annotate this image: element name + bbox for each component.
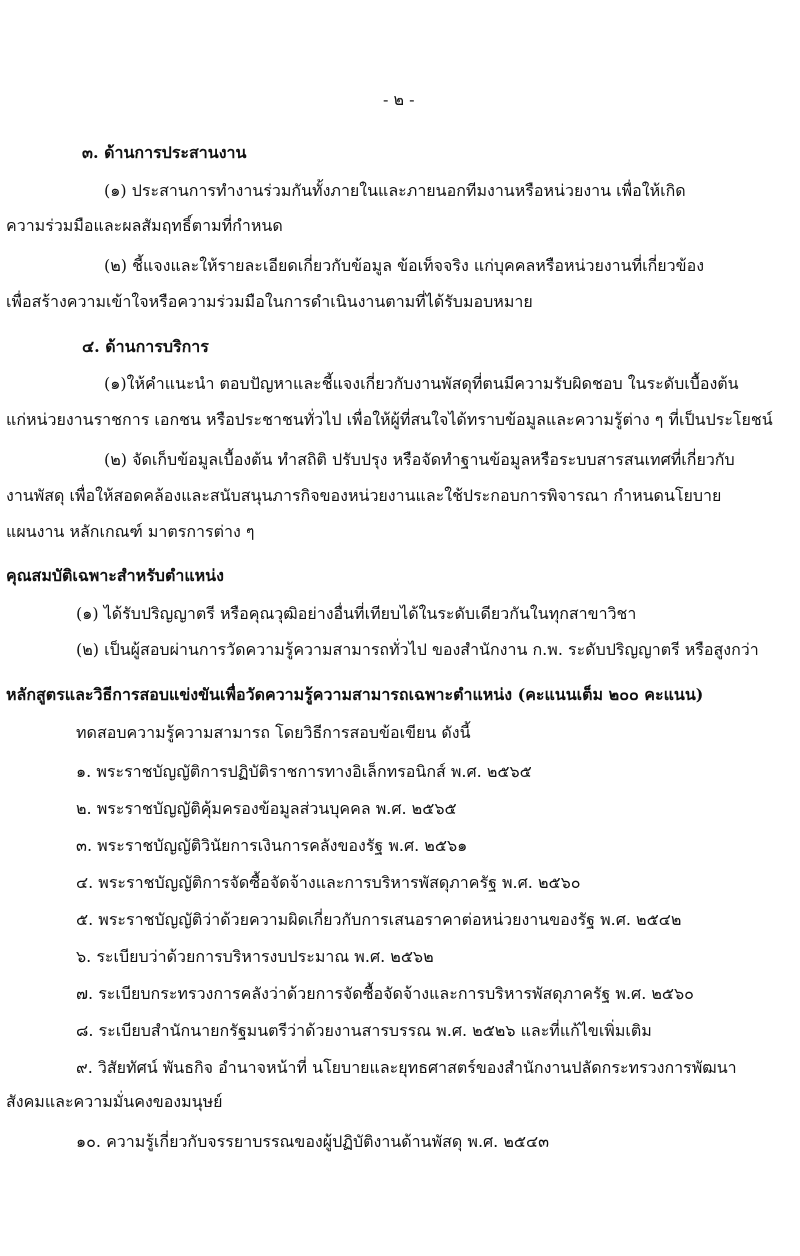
qualification-heading: คุณสมบัติเฉพาะสำหรับตำแหน่ง	[6, 566, 224, 585]
exam-item: ๖. ระเบียบว่าด้วยการบริหารงบประมาณ พ.ศ. ๒๕๖๒	[76, 947, 434, 966]
section-4-item-2-line-1: (๒) จัดเก็บข้อมูลเบื้องต้น ทำสถิติ ปรับปรุง หรือจัดทำฐานข้อมูลหรือระบบสารสนเทศที่เกี่ยวกับ	[104, 450, 735, 469]
exam-item: ๙. วิสัยทัศน์ พันธกิจ อำนาจหน้าที่ นโยบายและยุทธศาสตร์ของสำนักงานปลัดกระทรวงการพัฒนา	[76, 1058, 737, 1077]
exam-item: ๕. พระราชบัญญัติว่าด้วยความผิดเกี่ยวกับการเสนอราคาต่อหน่วยงานของรัฐ พ.ศ. ๒๕๔๒	[76, 910, 682, 929]
exam-item: ๘. ระเบียบสำนักนายกรัฐมนตรีว่าด้วยงานสารบรรณ พ.ศ. ๒๕๒๖ และที่แก้ไขเพิ่มเติม	[76, 1021, 652, 1040]
section-4-item-1-line-1: (๑)ให้คำแนะนำ ตอบปัญหาและชี้แจงเกี่ยวกับงานพัสดุที่ตนมีความรับผิดชอบ ในระดับเบื้องต้น	[104, 374, 739, 393]
exam-item: ๑๐. ความรู้เกี่ยวกับจรรยาบรรณของผู้ปฏิบัติงานด้านพัสดุ พ.ศ. ๒๕๔๓	[76, 1132, 550, 1151]
qualification-item-1: (๑) ได้รับปริญญาตรี หรือคุณวุฒิอย่างอื่นที่เทียบได้ในระดับเดียวกันในทุกสาขาวิชา	[76, 604, 637, 623]
section-4-item-2-line-3: แผนงาน หลักเกณฑ์ มาตรการต่าง ๆ	[6, 522, 255, 541]
section-3-item-1-line-2: ความร่วมมือและผลสัมฤทธิ์ตามที่กำหนด	[6, 216, 283, 235]
exam-item: ๓. พระราชบัญญัติวินัยการเงินการคลังของรัฐ พ.ศ. ๒๕๖๑	[76, 836, 468, 855]
section-3-item-1-line-1: (๑) ประสานการทำงานร่วมกันทั้งภายในและภายนอกทีมงานหรือหน่วยงาน เพื่อให้เกิด	[104, 181, 686, 200]
section-3-item-2-line-2: เพื่อสร้างความเข้าใจหรือความร่วมมือในการดำเนินงานตามที่ได้รับมอบหมาย	[6, 292, 533, 311]
exam-item-9-continuation: สังคมและความมั่นคงของมนุษย์	[6, 1092, 223, 1111]
exam-intro: ทดสอบความรู้ความสามารถ โดยวิธีการสอบข้อเขียน ดังนี้	[76, 723, 471, 742]
section-3-heading: ๓. ด้านการประสานงาน	[82, 143, 247, 162]
section-4-heading: ๔. ด้านการบริการ	[82, 337, 209, 356]
qualification-item-2: (๒) เป็นผู้สอบผ่านการวัดความรู้ความสามารถทั่วไป ของสำนักงาน ก.พ. ระดับปริญญาตรี หรือสูงกว่า	[76, 640, 759, 659]
section-3-item-2-line-1: (๒) ชี้แจงและให้รายละเอียดเกี่ยวกับข้อมูล ข้อเท็จจริง แก่บุคคลหรือหน่วยงานที่เกี่ยวข้อง	[104, 256, 705, 275]
exam-item: ๔. พระราชบัญญัติการจัดซื้อจัดจ้างและการบริหารพัสดุภาครัฐ พ.ศ. ๒๕๖๐	[76, 873, 581, 892]
section-4-item-2-line-2: งานพัสดุ เพื่อให้สอดคล้องและสนับสนุนภารกิจของหน่วยงานและใช้ประกอบการพิจารณา กำหนดนโยบาย	[6, 486, 722, 505]
section-4-item-1-line-2: แก่หน่วยงานราชการ เอกชน หรือประชาชนทั่วไป เพื่อให้ผู้ที่สนใจได้ทราบข้อมูลและความรู้ต่าง ๆ ที่เป็นประโยชน์	[6, 410, 773, 429]
exam-heading: หลักสูตรและวิธีการสอบแข่งขันเพื่อวัดความรู้ความสามารถเฉพาะตำแหน่ง (คะแนนเต็ม ๒๐๐ คะแนน)	[6, 685, 704, 704]
exam-item: ๒. พระราชบัญญัติคุ้มครองข้อมูลส่วนบุคคล พ.ศ. ๒๕๖๕	[76, 799, 457, 818]
page-number: - ๒ -	[383, 90, 415, 109]
exam-item: ๗. ระเบียบกระทรวงการคลังว่าด้วยการจัดซื้อจัดจ้างและการบริหารพัสดุภาครัฐ พ.ศ. ๒๕๖๐	[76, 984, 694, 1003]
exam-item: ๑. พระราชบัญญัติการปฏิบัติราชการทางอิเล็กทรอนิกส์ พ.ศ. ๒๕๖๕	[76, 762, 532, 781]
